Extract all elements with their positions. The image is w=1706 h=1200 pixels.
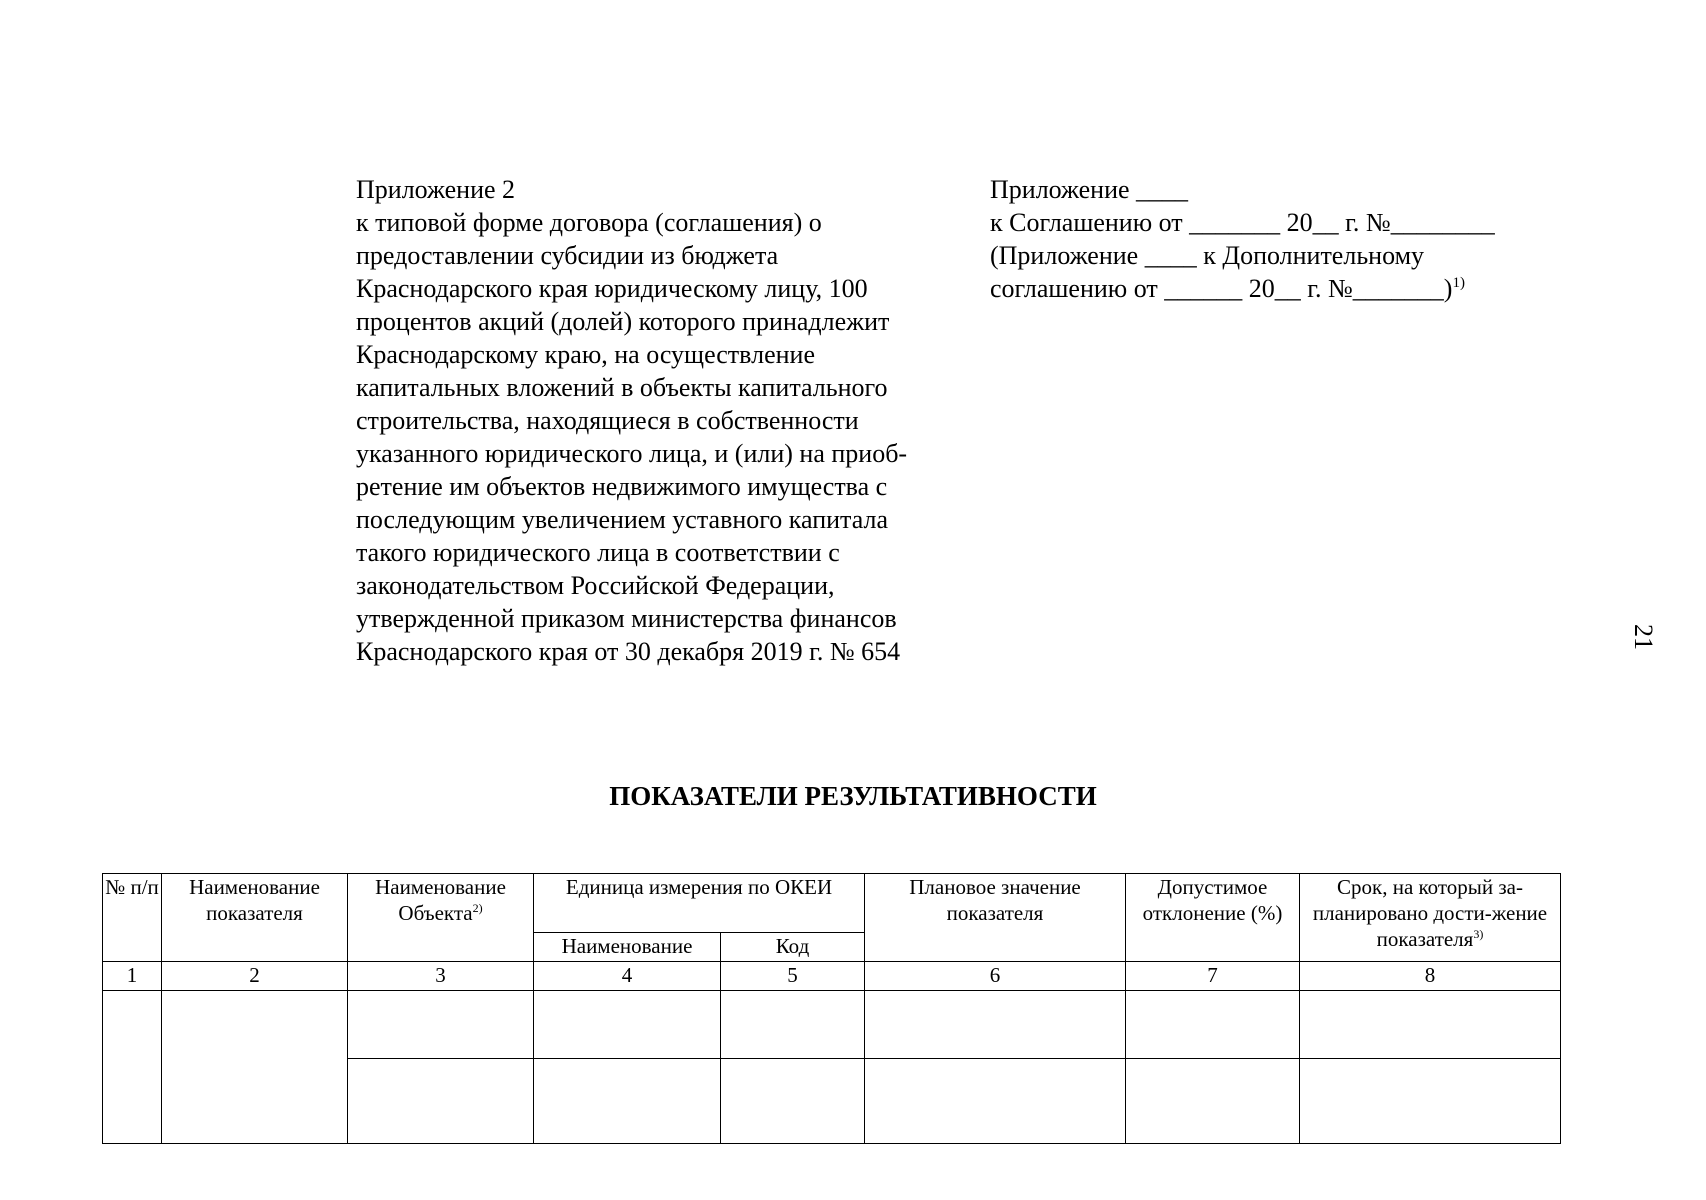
appendix-line: такого юридического лица в соответствии с — [356, 538, 840, 567]
agreement-line-text: соглашению от ______ 20__ г. №_______) — [990, 274, 1453, 303]
empty-cell — [1126, 1059, 1300, 1144]
page-number: 21 — [1629, 624, 1658, 650]
header-object-name-text: Наименование Объекта — [375, 875, 506, 925]
table-header-row — [103, 874, 1561, 933]
empty-cell — [721, 991, 865, 1059]
column-number-row — [103, 962, 1561, 991]
appendix-line: Краснодарского края юридическому лицу, 100 — [356, 274, 868, 303]
appendix-line: Краснодарского края от 30 декабря 2019 г. № 654 — [356, 637, 901, 666]
header-deadline — [1300, 874, 1561, 962]
header-object-name — [348, 874, 534, 962]
appendix-reference-block — [356, 173, 976, 668]
empty-cell — [162, 991, 348, 1144]
appendix-line: процентов акций (долей) которого принадлежит — [356, 307, 890, 336]
empty-cell — [1300, 1059, 1561, 1144]
appendix-line: предоставлении субсидии из бюджета — [356, 241, 779, 270]
appendix-line: Приложение 2 — [356, 175, 516, 204]
header-deadline-text: Срок, на который за-планировано дости-жение показателя — [1312, 875, 1548, 951]
column-number: 2 — [162, 962, 348, 991]
column-number: 6 — [865, 962, 1126, 991]
appendix-line: строительства, находящиеся в собственности — [356, 406, 859, 435]
header-planned-value: Плановое значение показателя — [865, 874, 1126, 962]
header-unit-okei: Единица измерения по ОКЕИ — [534, 874, 865, 933]
header-indicator-name: Наименование показателя — [162, 874, 348, 962]
appendix-line: ретение им объектов недвижимого имущества с — [356, 472, 888, 501]
indicators-table — [102, 873, 1561, 1144]
appendix-line: указанного юридического лица, и (или) на приоб- — [356, 439, 908, 468]
empty-cell — [348, 1059, 534, 1144]
empty-cell — [534, 1059, 721, 1144]
header-unit-code: Код — [721, 933, 865, 962]
agreement-reference-block — [990, 173, 1610, 305]
document-title: ПОКАЗАТЕЛИ РЕЗУЛЬТАТИВНОСТИ — [609, 781, 1097, 811]
empty-cell — [865, 991, 1126, 1059]
column-number: 3 — [348, 962, 534, 991]
empty-cell — [348, 991, 534, 1059]
header-deviation: Допустимое отклонение (%) — [1126, 874, 1300, 962]
header-unit-name: Наименование — [534, 933, 721, 962]
appendix-line: законодательством Российской Федерации, — [356, 571, 835, 600]
appendix-line: к типовой форме договора (соглашения) о — [356, 208, 822, 237]
appendix-line: последующим увеличением уставного капитала — [356, 505, 888, 534]
agreement-line: Приложение ____ — [990, 175, 1189, 204]
footnote-marker: 3) — [1473, 927, 1484, 941]
agreement-line — [990, 272, 1610, 305]
column-number: 7 — [1126, 962, 1300, 991]
footnote-marker: 1) — [1452, 275, 1465, 291]
column-number: 1 — [103, 962, 162, 991]
column-number: 5 — [721, 962, 865, 991]
appendix-line: Краснодарскому краю, на осуществление — [356, 340, 815, 369]
footnote-marker: 2) — [472, 901, 483, 915]
appendix-line: утвержденной приказом министерства финансов — [356, 604, 897, 633]
agreement-line: (Приложение ____ к Дополнительному — [990, 241, 1425, 270]
empty-cell — [1300, 991, 1561, 1059]
table-row — [103, 991, 1561, 1059]
agreement-line: к Соглашению от _______ 20__ г. №________ — [990, 208, 1495, 237]
header-number: № п/п — [103, 874, 162, 962]
appendix-line: капитальных вложений в объекты капитального — [356, 373, 888, 402]
empty-cell — [721, 1059, 865, 1144]
empty-cell — [103, 991, 162, 1144]
empty-cell — [865, 1059, 1126, 1144]
empty-cell — [534, 991, 721, 1059]
empty-cell — [1126, 991, 1300, 1059]
column-number: 4 — [534, 962, 721, 991]
column-number: 8 — [1300, 962, 1561, 991]
